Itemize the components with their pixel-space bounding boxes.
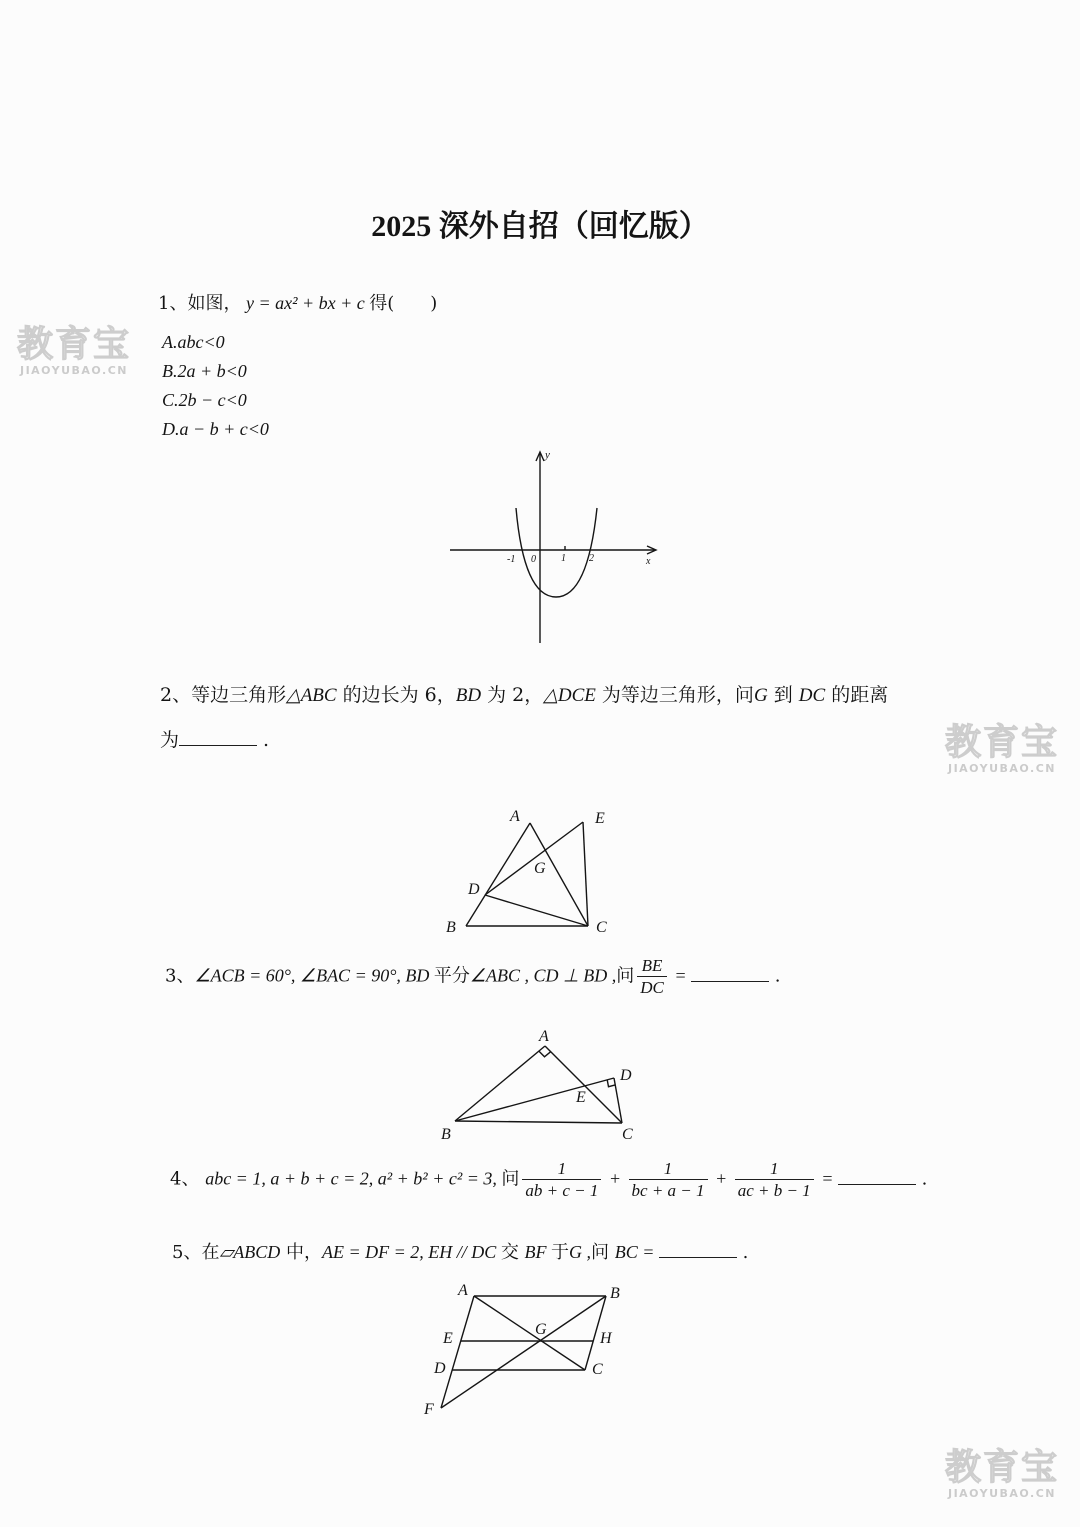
question-text: 问 bbox=[616, 965, 635, 987]
answer-blank bbox=[659, 1241, 737, 1258]
watermark-brand: 教育宝 bbox=[16, 324, 131, 365]
math-expression: ∠ABC , CD ⊥ BD , bbox=[469, 965, 617, 986]
point-label-f: F bbox=[424, 1401, 434, 1418]
figure-2-triangles bbox=[440, 800, 620, 940]
question-text: . bbox=[915, 1168, 928, 1190]
question-text: 问 bbox=[591, 1242, 615, 1263]
answer-blank bbox=[179, 729, 257, 746]
question-3-stem bbox=[165, 955, 780, 998]
segment-ab bbox=[466, 823, 530, 926]
point-label-c: C bbox=[622, 1126, 633, 1143]
math-expression: y = ax² + bx + c bbox=[241, 293, 370, 313]
math-expression: = bbox=[816, 1168, 838, 1189]
watermark-brand: 教育宝 bbox=[944, 722, 1059, 763]
question-2-stem bbox=[160, 680, 888, 711]
math-expression: = bbox=[669, 965, 691, 986]
question-1-stem bbox=[158, 288, 437, 319]
tick-label-0: 0 bbox=[531, 554, 536, 565]
question-text: 的距离 bbox=[825, 684, 889, 706]
math-expression: BD bbox=[455, 685, 482, 706]
watermark-logo-bottom bbox=[943, 1449, 1061, 1500]
point-label-a: A bbox=[510, 808, 520, 825]
math-expression: △DCE bbox=[543, 685, 596, 706]
question-text: 2、等边三角形 bbox=[160, 684, 287, 706]
figure-1-parabola-graph bbox=[440, 445, 665, 650]
question-1-option-b: B.2a + b<0 bbox=[162, 361, 247, 381]
point-label-e: E bbox=[595, 810, 605, 827]
math-expression: AE = DF = 2, EH // DC bbox=[322, 1242, 501, 1262]
question-4-stem bbox=[170, 1158, 927, 1201]
question-text: 到 bbox=[767, 684, 799, 706]
point-label-h: H bbox=[600, 1330, 612, 1347]
watermark-site: JIAOYUBAO.CN bbox=[947, 1487, 1057, 1500]
fraction bbox=[637, 955, 667, 998]
question-text: 的边长为 6， bbox=[336, 684, 456, 706]
fraction-numerator: 1 bbox=[522, 1158, 601, 1180]
math-expression: △ABC bbox=[286, 685, 337, 706]
segment-bf bbox=[441, 1296, 606, 1408]
point-label-e: E bbox=[576, 1089, 586, 1106]
y-axis-label: y bbox=[545, 449, 550, 461]
watermark-logo-right bbox=[943, 724, 1061, 775]
math-expression: BC = bbox=[614, 1242, 659, 1262]
tick-label-minus-1: -1 bbox=[507, 554, 516, 565]
question-2-answer-line bbox=[160, 725, 269, 755]
question-text: 平分 bbox=[433, 965, 470, 987]
question-text: 中， bbox=[280, 1242, 323, 1263]
point-label-b: B bbox=[610, 1285, 620, 1302]
tick-label-1: 1 bbox=[561, 553, 566, 564]
figure-3-right-triangle bbox=[435, 1025, 640, 1145]
fraction bbox=[735, 1158, 814, 1201]
parabola-curve bbox=[516, 508, 597, 597]
segment-ec bbox=[583, 822, 588, 926]
question-text: 5、在 bbox=[172, 1242, 220, 1263]
watermark-brand: 教育宝 bbox=[944, 1447, 1059, 1488]
math-expression: + bbox=[604, 1168, 626, 1189]
segment-af bbox=[441, 1296, 474, 1408]
point-label-g: G bbox=[535, 1321, 547, 1338]
point-label-d: D bbox=[620, 1067, 632, 1084]
point-label-b: B bbox=[446, 919, 456, 936]
fraction-denominator: DC bbox=[640, 978, 664, 997]
question-text: 4、 bbox=[170, 1168, 206, 1190]
watermark-site: JIAOYUBAO.CN bbox=[947, 762, 1057, 775]
point-label-e: E bbox=[443, 1330, 453, 1347]
fraction bbox=[629, 1158, 708, 1201]
point-label-c: C bbox=[592, 1361, 603, 1378]
math-expression: BF bbox=[524, 1242, 552, 1262]
question-text: 为 2， bbox=[481, 684, 544, 706]
point-label-c: C bbox=[596, 919, 607, 936]
point-label-d: D bbox=[434, 1360, 446, 1377]
segment-bc bbox=[455, 1121, 622, 1123]
page-title: 2025 深外自招（回忆版） bbox=[371, 210, 709, 243]
segment-de bbox=[485, 822, 583, 895]
watermark-logo-left bbox=[15, 326, 133, 377]
point-label-b: B bbox=[441, 1126, 451, 1143]
math-expression: G , bbox=[569, 1242, 592, 1262]
math-expression: G bbox=[753, 685, 768, 706]
math-expression: abc = 1, a + b + c = 2, a² + b² + c² = 3, bbox=[205, 1168, 502, 1189]
segment-ab bbox=[455, 1046, 545, 1121]
question-text: . bbox=[736, 1242, 749, 1263]
math-expression: ▱ABCD bbox=[219, 1242, 281, 1262]
point-label-a: A bbox=[539, 1028, 549, 1045]
x-axis-label: x bbox=[646, 556, 651, 567]
question-text: . bbox=[257, 729, 270, 751]
fraction-denominator: bc + a − 1 bbox=[631, 1181, 705, 1200]
question-5-stem bbox=[172, 1237, 748, 1268]
question-text: . bbox=[769, 965, 781, 987]
segment-bd bbox=[455, 1078, 614, 1121]
answer-blank bbox=[691, 965, 769, 982]
fraction-denominator: ab + c − 1 bbox=[525, 1181, 599, 1200]
diagonal-ac bbox=[474, 1296, 585, 1370]
fraction-numerator: 1 bbox=[735, 1158, 814, 1180]
question-text: 为等边三角形，问 bbox=[595, 684, 754, 706]
math-expression: DC bbox=[798, 685, 826, 706]
math-expression: ∠ACB = 60°, ∠BAC = 90°, BD bbox=[194, 965, 434, 986]
right-angle-mark-a bbox=[539, 1051, 551, 1057]
question-text: 3、 bbox=[165, 965, 195, 987]
fraction-denominator: ac + b − 1 bbox=[737, 1181, 811, 1200]
figure-5-parallelogram bbox=[420, 1280, 625, 1420]
fraction bbox=[522, 1158, 601, 1201]
answer-blank bbox=[838, 1168, 916, 1185]
math-expression: + bbox=[710, 1168, 732, 1189]
question-text: 1、如图， bbox=[158, 293, 242, 314]
point-label-a: A bbox=[458, 1282, 468, 1299]
point-label-d: D bbox=[468, 881, 480, 898]
question-text: 交 bbox=[500, 1242, 525, 1263]
question-1-option-a: A.abc<0 bbox=[162, 332, 225, 352]
question-text: 为 bbox=[160, 729, 180, 751]
question-text: 问 bbox=[501, 1168, 520, 1190]
segment-ac bbox=[545, 1046, 622, 1123]
fraction-numerator: BE bbox=[637, 955, 667, 977]
fraction-numerator: 1 bbox=[629, 1158, 708, 1180]
question-1-option-d: D.a − b + c<0 bbox=[162, 419, 269, 439]
watermark-site: JIAOYUBAO.CN bbox=[19, 364, 129, 377]
question-text: 得( ) bbox=[369, 293, 438, 314]
point-label-g: G bbox=[534, 860, 546, 877]
question-text: 于 bbox=[551, 1242, 570, 1263]
question-1-option-c: C.2b − c<0 bbox=[162, 390, 247, 410]
tick-label-2: 2 bbox=[589, 553, 594, 564]
